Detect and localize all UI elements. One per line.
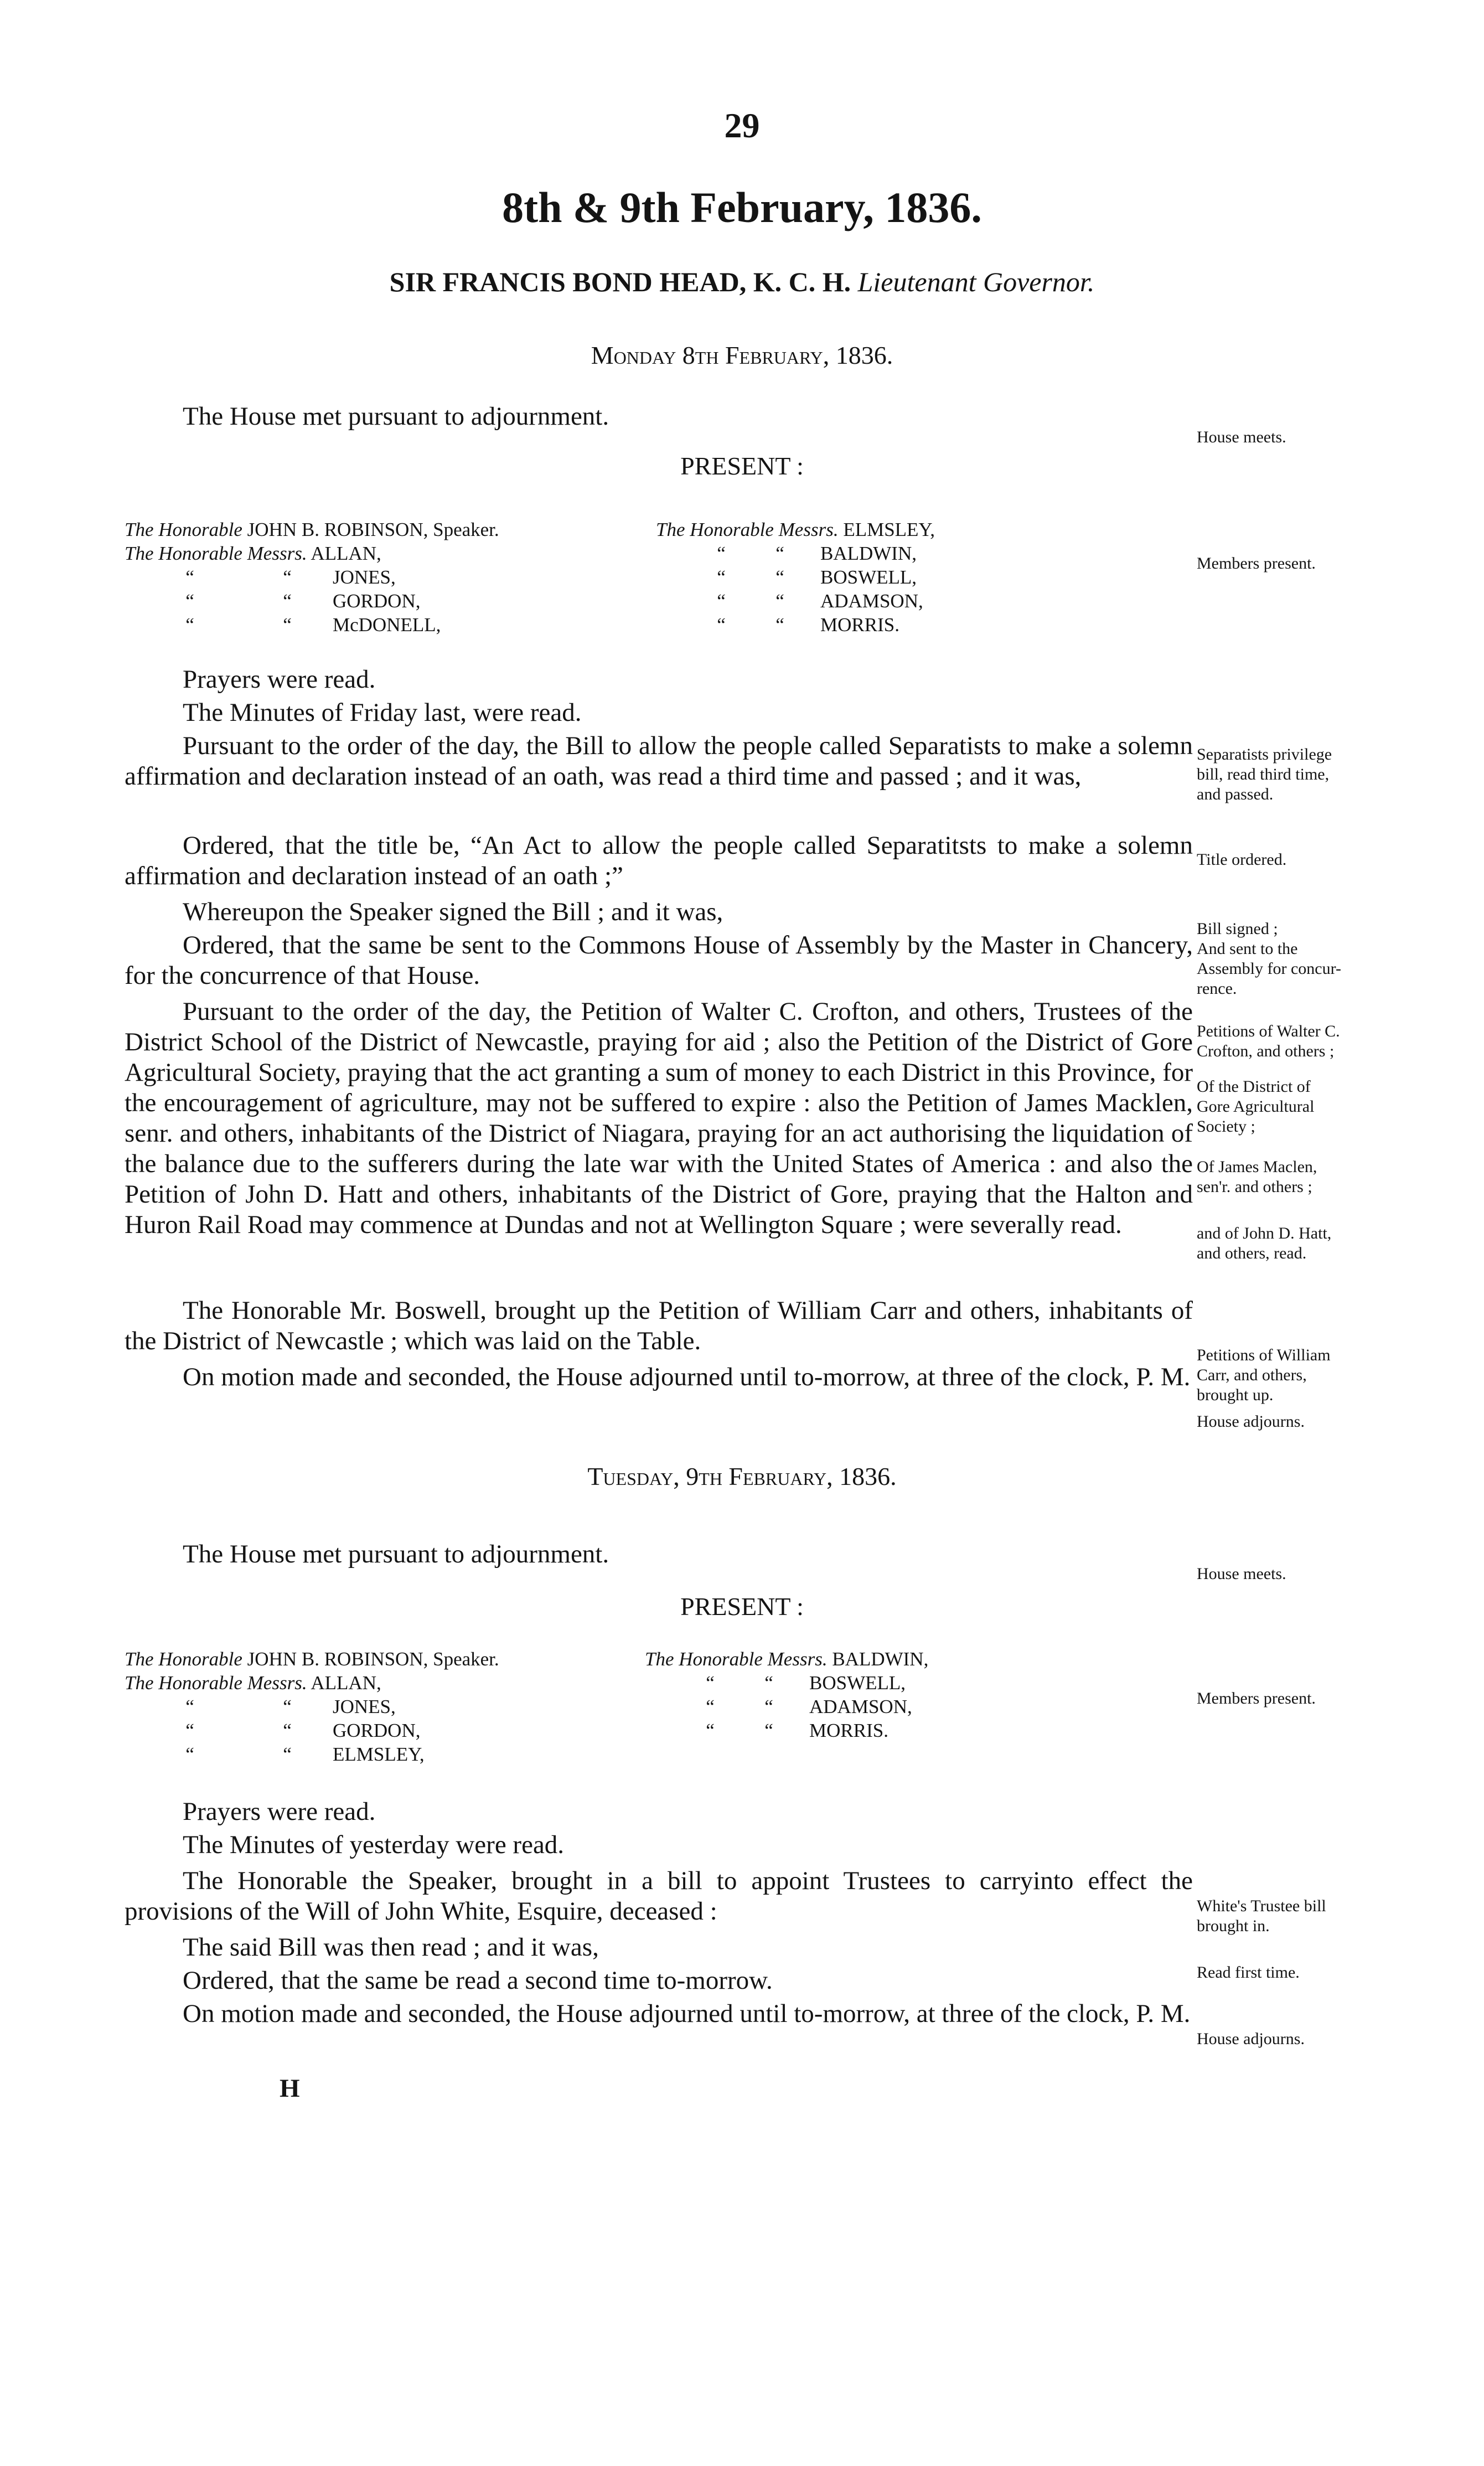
day2-heading: Tuesday, 9th February, 1836.: [587, 1462, 897, 1490]
roster-row: “ “ GORDON,: [185, 1720, 421, 1741]
margin-bill-signed: Bill signed ; And sent to the Assembly for concur- rence.: [1197, 920, 1341, 998]
day1-heading: Monday 8th February, 1836.: [591, 341, 893, 369]
margin-house-meets-1: House meets.: [1197, 428, 1286, 446]
day1-para-carr: The Honorable Mr. Boswell, brought up the Petition of William Carr and others, inhabitants of the District of Newcastle ; which was laid on the Table.: [125, 1296, 1193, 1355]
day1-para-separatists: Pursuant to the order of the day, the Bill to allow the people called Separatists to make a solemn affirmation and declaration instead of an oath, was read a third time and passed ; and it was,: [125, 731, 1193, 791]
governor-name: SIR FRANCIS BOND HEAD, K. C. H.: [389, 266, 851, 297]
day2-roster-left: [125, 1647, 499, 1766]
roster-row: The Honorable Messrs. ELMSLEY,: [656, 519, 935, 540]
margin-hatt: and of John D. Hatt, and others, read.: [1197, 1224, 1332, 1262]
day1-met: The House met pursuant to adjournment.: [183, 402, 609, 431]
day1-para-sent: Ordered, that the same be sent to the Commons House of Assembly by the Master in Chancery, for the concurrence of that House.: [125, 931, 1193, 990]
day2-para-read: The said Bill was then read ; and it was,: [183, 1933, 599, 1962]
day2-para-second: Ordered, that the same be read a second time to-morrow.: [183, 1966, 773, 1995]
margin-macklen: Of James Maclen, sen'r. and others ;: [1197, 1158, 1317, 1196]
roster-row: “ “ BALDWIN,: [717, 543, 917, 564]
margin-adjourns-2: House adjourns.: [1197, 2030, 1305, 2048]
day1-present-heading: PRESENT :: [680, 452, 804, 480]
day1-roster-left: [125, 518, 499, 637]
roster-row: “ “ BOSWELL,: [717, 566, 917, 588]
day1-para-title: Ordered, that the title be, “An Act to allow the people called Separatitsts to make a solemn affirmation and declaration instead of an oath ;”: [125, 831, 1193, 890]
day2-present-heading: PRESENT :: [680, 1592, 804, 1621]
margin-separatists: Separatists privilege bill, read third time, and passed.: [1197, 745, 1332, 803]
roster-row: “ “ JONES,: [185, 566, 396, 588]
day1-para-petitions: Pursuant to the order of the day, the Petition of Walter C. Crofton, and others, Trustees of the District School of the District of Newcastle, praying for aid ; also the Petition of the District of Gore Agricultural Society, praying that the act granting a sum of money to each District in this Province, for the encouragement of agriculture, may not be suffered to expire : also the Petition of James Macklen, senr. and others, inhabitants of the District of Niagara, praying for an act authorising the liquidation of the balance due to the sufferers during the late war with the United States of America : and also the Petition of John D. Hatt and others, inhabitants of the District of Gore, praying that the Halton and Huron Rail Road may commence at Dundas and not at Wellington Square ; were severally read.: [125, 997, 1193, 1239]
day1-para-prayers: Prayers were read.: [183, 665, 376, 694]
roster-row: The Honorable Messrs. BALDWIN,: [645, 1648, 929, 1670]
roster-row: “ “ BOSWELL,: [706, 1672, 906, 1694]
roster-row: “ “ ADAMSON,: [717, 590, 923, 612]
roster-row: “ “ MORRIS.: [706, 1720, 888, 1741]
day2-para-white-bill: The Honorable the Speaker, brought in a bill to appoint Trustees to carryinto effect the provisions of the Will of John White, Esquire, deceased :: [125, 1866, 1193, 1926]
day1-para-minutes: The Minutes of Friday last, were read.: [183, 698, 582, 727]
margin-carr: Petitions of William Carr, and others, brought up.: [1197, 1346, 1331, 1404]
margin-members-present-2: Members present.: [1197, 1689, 1316, 1707]
day2-roster-right: [645, 1647, 928, 1742]
roster-row: “ “ MORRIS.: [717, 614, 899, 636]
margin-members-present-1: Members present.: [1197, 554, 1316, 572]
margin-title-ordered: Title ordered.: [1197, 850, 1287, 869]
roster-row: The Honorable JOHN B. ROBINSON, Speaker.: [125, 519, 499, 540]
roster-row: The Honorable Messrs. ALLAN,: [125, 543, 381, 564]
day1-roster-right: [656, 518, 935, 637]
roster-row: The Honorable Messrs. ALLAN,: [125, 1672, 381, 1694]
page-number: 29: [724, 106, 760, 145]
governor-title: Lieutenant Governor.: [857, 266, 1095, 297]
margin-adjourns-1: House adjourns.: [1197, 1412, 1305, 1431]
margin-house-meets-2: House meets.: [1197, 1565, 1286, 1583]
margin-read-first: Read first time.: [1197, 1963, 1300, 1982]
day1-para-signed: Whereupon the Speaker signed the Bill ; and it was,: [183, 897, 723, 926]
date-heading: 8th & 9th February, 1836.: [502, 183, 982, 231]
roster-row: “ “ JONES,: [185, 1696, 396, 1717]
governor-line: [0, 266, 1484, 298]
signature-mark: H: [280, 2074, 300, 2103]
roster-row: “ “ McDONELL,: [185, 614, 441, 636]
roster-row: “ “ ELMSLEY,: [185, 1743, 425, 1765]
roster-row: “ “ GORDON,: [185, 590, 421, 612]
day2-para-adjourn: On motion made and seconded, the House adjourned until to-morrow, at three of the clock, P. M.: [183, 1999, 1191, 2028]
margin-gore-society: Of the District of Gore Agricultural Society ;: [1197, 1077, 1315, 1136]
margin-white-bill: White's Trustee bill brought in.: [1197, 1897, 1326, 1935]
day2-met: The House met pursuant to adjournment.: [183, 1540, 609, 1569]
day2-para-minutes: The Minutes of yesterday were read.: [183, 1830, 565, 1859]
margin-petitions-crofton: Petitions of Walter C. Crofton, and others ;: [1197, 1022, 1340, 1060]
day1-para-adjourn: On motion made and seconded, the House adjourned until to-morrow, at three of the clock, P. M.: [183, 1363, 1191, 1391]
roster-row: “ “ ADAMSON,: [706, 1696, 912, 1717]
roster-row: The Honorable JOHN B. ROBINSON, Speaker.: [125, 1648, 499, 1670]
day2-para-prayers: Prayers were read.: [183, 1797, 376, 1826]
